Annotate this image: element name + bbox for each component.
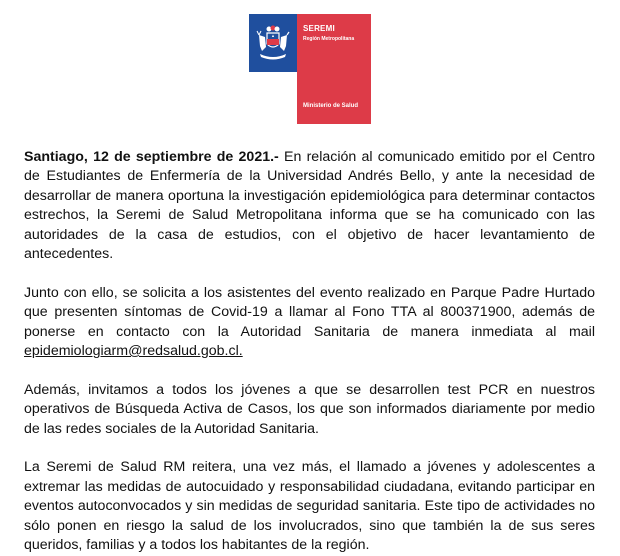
logo-subtitle: Región Metropolitana xyxy=(303,36,355,42)
paragraph-1 xyxy=(24,148,595,264)
date-line: Santiago, 12 de septiembre de 2021.- xyxy=(24,149,279,165)
logo-title: SEREMI xyxy=(303,24,335,33)
paragraph-4 xyxy=(24,458,595,555)
paragraph-4-text: La Seremi de Salud RM reitera, una vez más, el llamado a jóvenes y adolescentes a extremar las medidas de autocuidado y responsabilidad ciudadana, evitando participar en eventos autoconvocados y sin medidas de seguridad sanitaria. Este tipo de actividades no sólo ponen en riesgo la salud de los involucrados, sino que también la de sus seres queridos, familias y a todos los habitantes de la región. xyxy=(24,459,595,554)
chile-coat-of-arms-icon xyxy=(254,25,292,61)
logo-red-panel xyxy=(297,14,371,124)
paragraph-2-text: Junto con ello, se solicita a los asistentes del evento realizado en Parque Padre Hurtado que presenten síntomas de Covid-19 a llamar al Fono TTA al 800371900, además de ponerse en contacto con la Autoridad Sanitaria de manera inmediata al mail xyxy=(24,284,595,340)
paragraph-3 xyxy=(24,381,595,439)
press-release-body xyxy=(24,148,595,555)
logo-blue-block xyxy=(249,14,297,72)
paragraph-2 xyxy=(24,284,595,362)
email-link[interactable]: epidemiologiarm@redsalud.gob.cl. xyxy=(24,343,243,360)
seremi-logo xyxy=(249,14,371,124)
logo-ministry: Ministerio de Salud xyxy=(303,103,359,109)
paragraph-3-text: Además, invitamos a todos los jóvenes a que se desarrollen test PCR en nuestros operativos de Búsqueda Activa de Casos, los que son informados diariamente por medio de las redes sociales de la Autoridad Sanitaria. xyxy=(24,381,595,437)
paragraph-1-text: En relación al comunicado emitido por el Centro de Estudiantes de Enfermería de la Universidad Andrés Bello, y ante la necesidad de desarrollar de manera oportuna la investigación epidemiológica para determinar contactos estrechos, la Seremi de Salud Metropolitana informa que se ha comunicado con las autoridades de la casa de estudios, con el objetivo de hacer levantamiento de antecedentes. xyxy=(24,149,595,263)
logo-left-panel xyxy=(249,14,297,124)
